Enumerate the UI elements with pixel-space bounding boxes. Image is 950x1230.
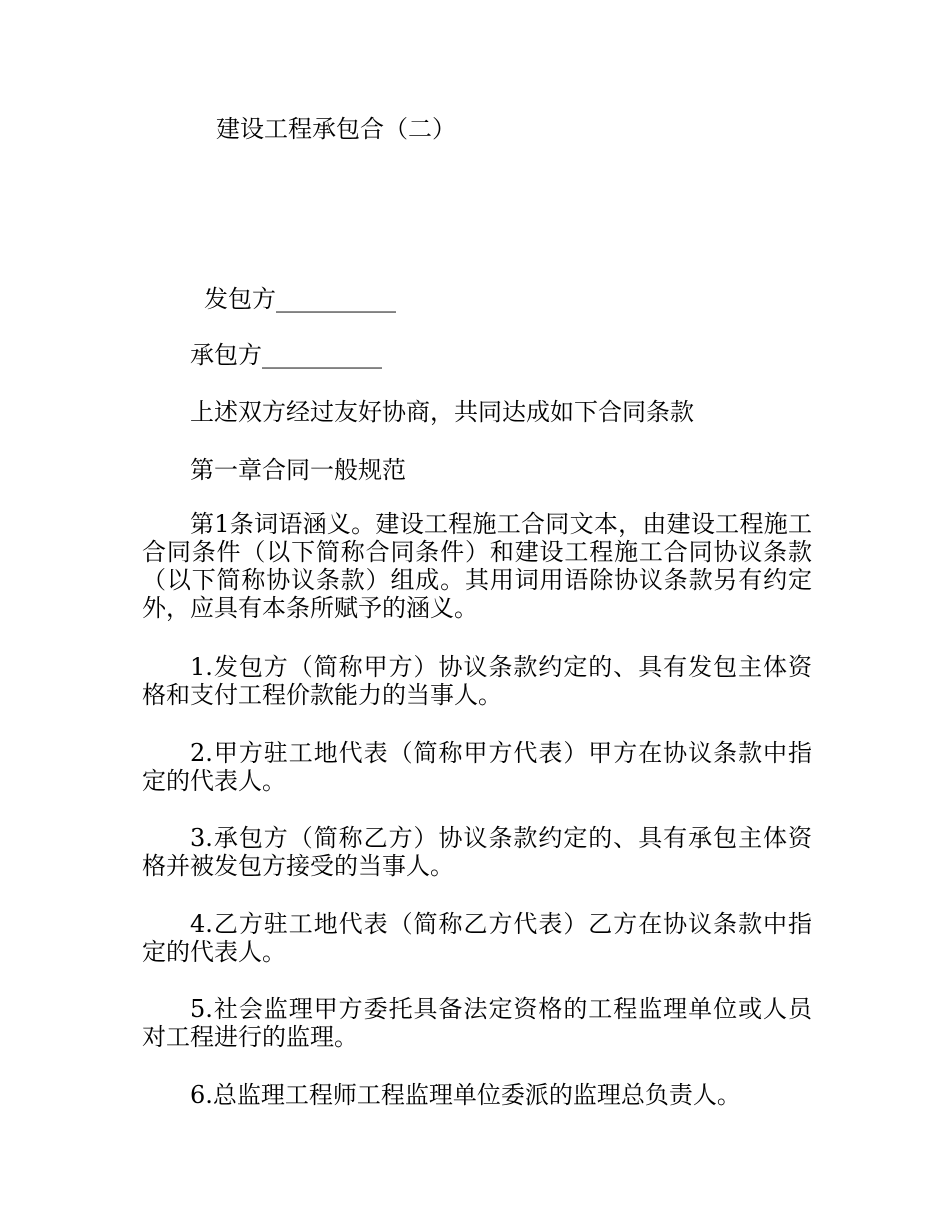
definition-2-paragraph: 2.甲方驻工地代表（简称甲方代表）甲方在协议条款中指定的代表人。 <box>142 739 812 795</box>
article-1-paragraph: 第1条词语涵义。建设工程施工合同文本，由建设工程施工合同条件（以下简称合同条件）和建设工程施工合同协议条款（以下简称协议条款）组成。其用词用语除协议条款另有约定外，应具有本条所赋予的涵义。 <box>142 510 812 622</box>
definition-4-paragraph: 4.乙方驻工地代表（简称乙方代表）乙方在协议条款中指定的代表人。 <box>142 910 812 966</box>
definition-5-paragraph: 5.社会监理甲方委托具备法定资格的工程监理单位或人员对工程进行的监理。 <box>142 995 812 1051</box>
definition-3-paragraph: 3.承包方（简称乙方）协议条款约定的、具有承包主体资格并被发包方接受的当事人。 <box>142 824 812 880</box>
definition-1-paragraph: 1.发包方（简称甲方）协议条款约定的、具有发包主体资格和支付工程价款能力的当事人。 <box>142 653 812 709</box>
chapter-heading: 第一章合同一般规范 <box>190 456 406 484</box>
document-title: 建设工程承包合（二） <box>216 115 456 143</box>
definition-6-paragraph: 6.总监理工程师工程监理单位委派的监理总负责人。 <box>190 1081 741 1109</box>
party-a-line: 发包方__________ <box>204 285 396 313</box>
intro-line: 上述双方经过友好协商，共同达成如下合同条款 <box>190 398 694 426</box>
party-b-line: 承包方__________ <box>190 341 382 369</box>
